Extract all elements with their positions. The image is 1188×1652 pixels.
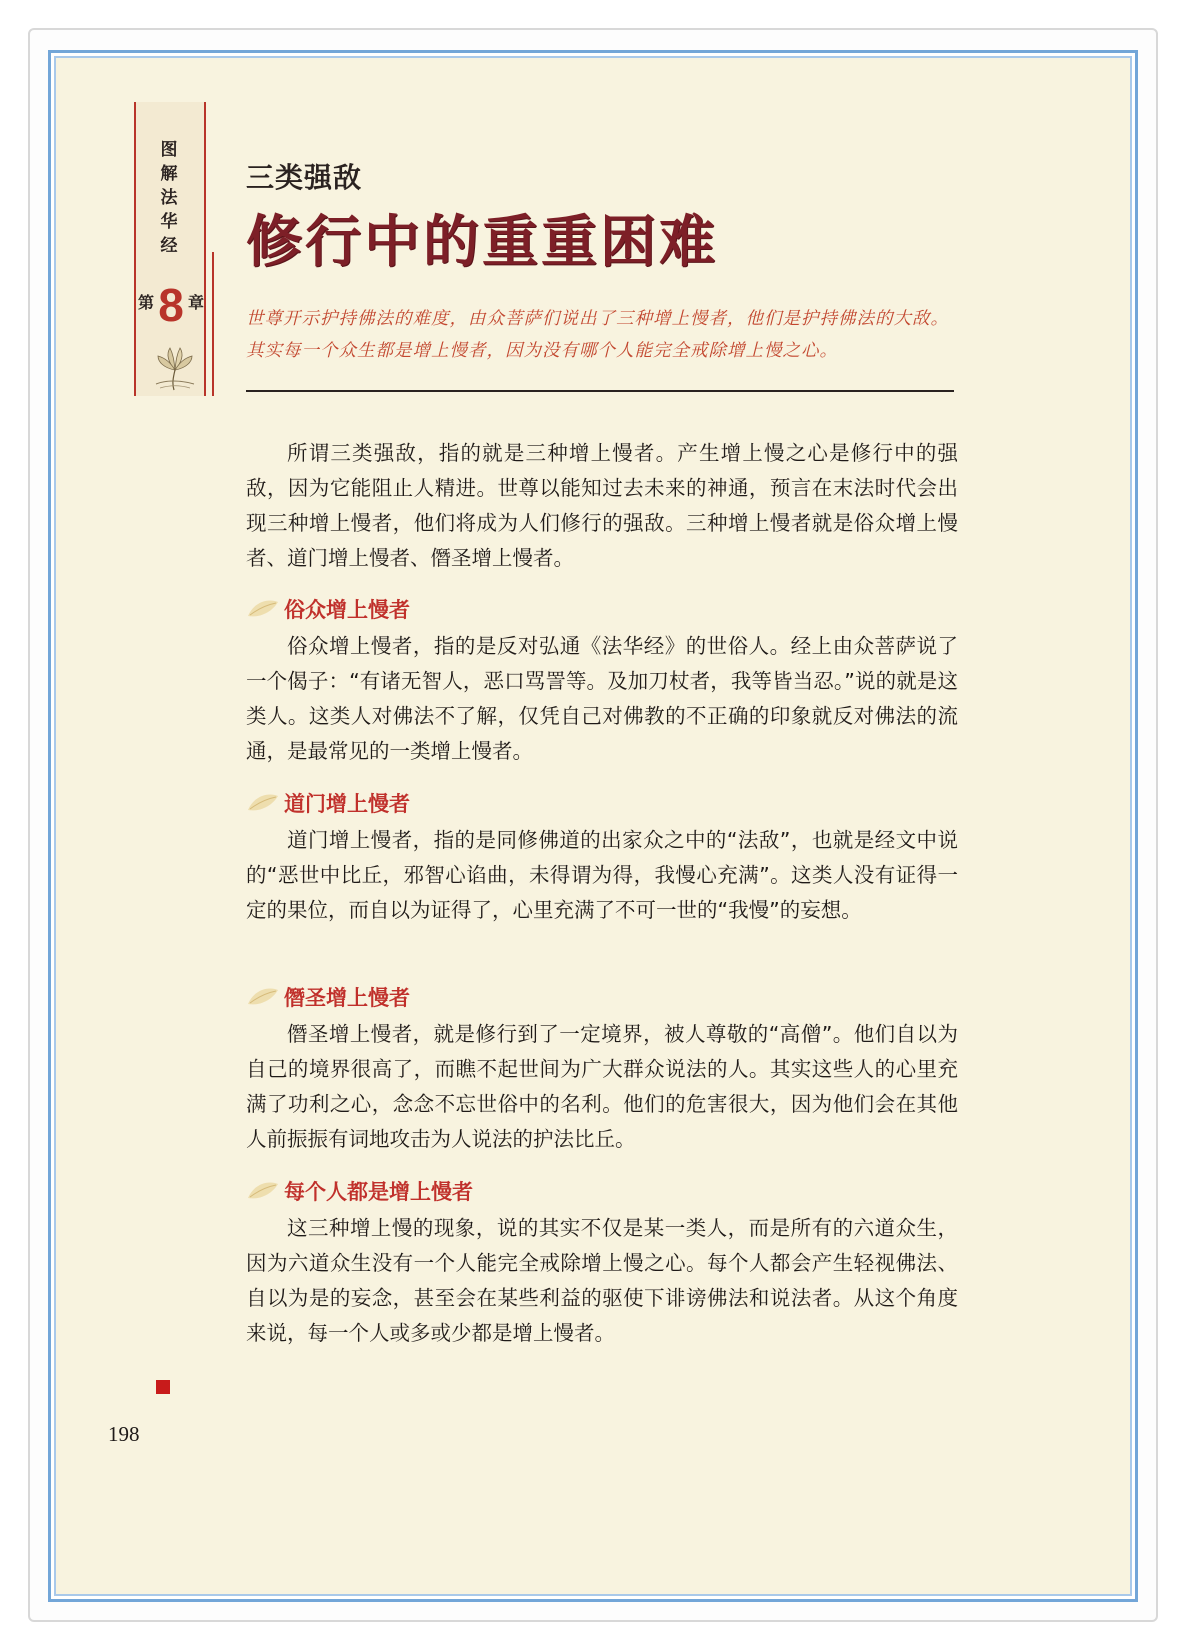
book-title: 图解法华经: [160, 140, 178, 256]
side-rule: [204, 102, 206, 396]
section-paragraph: 僭圣增上慢者，就是修行到了一定境界，被人尊敬的“高僧”。他们自以为自己的境界很高了，而瞧不起世间为广大群众说法的人。其实这些人的心里充满了功利之心，念念不忘世俗中的名利。他们的危害很大，因为他们会在其他人前振振有词地攻击为人说法的护法比丘。: [246, 1022, 958, 1151]
opening-paragraph: 所谓三类强敌，指的就是三种增上慢者。产生增上慢之心是修行中的强敌，因为它能阻止人精进。世尊以能知过去未来的神通，预言在末法时代会出现三种增上慢者，他们将成为人们修行的强敌。三种增上慢者就是俗众增上慢者、道门增上慢者、僭圣增上慢者。: [246, 441, 958, 570]
side-rule: [212, 252, 214, 396]
section-heading-text: 道门增上慢者: [284, 792, 410, 816]
leaf-icon: [246, 984, 280, 1010]
divider: [246, 390, 954, 392]
section-paragraph: 道门增上慢者，指的是同修佛道的出家众之中的“法敌”，也就是经文中说的“恶世中比丘，邪智心谄曲，未得谓为得，我慢心充满”。这类人没有证得一定的果位，而自以为证得了，心里充满了不可一世的“我慢”的妄想。: [246, 828, 958, 922]
section-heading: [246, 982, 410, 1012]
section-paragraph: 俗众增上慢者，指的是反对弘通《法华经》的世俗人。经上由众菩萨说了一个偈子：“有诸无智人，恶口骂詈等。及加刀杖者，我等皆当忍。”说的就是这类人。这类人对佛法不了解，仅凭自己对佛教的不正确的印象就反对佛法的流通，是最常见的一类增上慢者。: [246, 634, 958, 763]
section-heading: [246, 594, 410, 624]
section-heading: [246, 788, 410, 818]
section-heading-text: 僭圣增上慢者: [284, 986, 410, 1010]
page-marker: [156, 1380, 170, 1394]
lotus-illustration: [150, 340, 200, 392]
chapter-prefix: 第: [138, 293, 155, 312]
chapter-marker: [138, 280, 204, 340]
chapter-side-tab: [134, 102, 204, 396]
leaf-icon: [246, 1178, 280, 1204]
chapter-number: 8: [158, 279, 184, 331]
leaf-icon: [246, 596, 280, 622]
side-rule: [134, 102, 136, 396]
section-subtitle: 三类强敌: [246, 161, 363, 194]
section-paragraph: 这三种增上慢的现象，说的其实不仅是某一类人，而是所有的六道众生，因为六道众生没有一个人能完全戒除增上慢之心。每个人都会产生轻视佛法、自以为是的妄念，甚至会在某些利益的驱使下诽谤佛法和说法者。从这个角度来说，每一个人或多或少都是增上慢者。: [246, 1216, 958, 1345]
page-title: 修行中的重重困难: [246, 209, 718, 275]
page-number: 198: [108, 1422, 140, 1446]
book-page: [56, 58, 1130, 1594]
section-heading-text: 俗众增上慢者: [284, 598, 410, 622]
chapter-suffix: 章: [188, 293, 205, 312]
section-heading-text: 每个人都是增上慢者: [284, 1180, 473, 1204]
intro-paragraph: 世尊开示护持佛法的难度，由众菩萨们说出了三种增上慢者，他们是护持佛法的大敌。其实每一个众生都是增上慢者，因为没有哪个人能完全戒除增上慢之心。: [246, 309, 949, 361]
section-heading: [246, 1176, 473, 1206]
leaf-icon: [246, 790, 280, 816]
